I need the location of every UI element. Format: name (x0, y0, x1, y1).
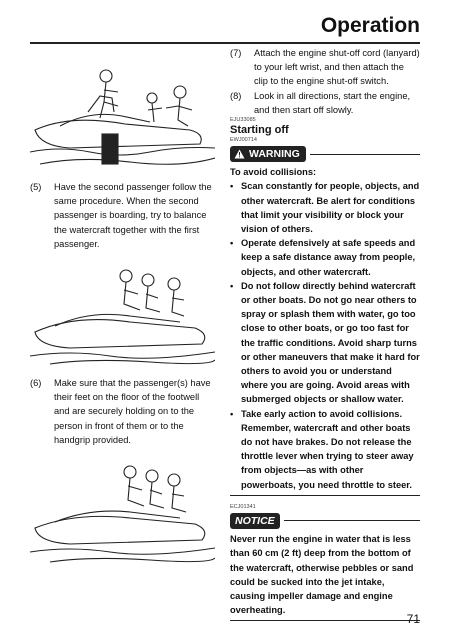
step-8-number: (8) (230, 90, 242, 101)
illustration-passengers (30, 262, 215, 367)
warning-bullet-text: Operate defensively at safe speeds and keep a safe distance away from people, objects, and other watercraft. (241, 238, 416, 277)
warning-badge (230, 146, 306, 162)
warning-bullet-text: Take early action to avoid collisions. Remember, watercraft and other boats do not have brakes. Do not release the throttle lever when trying to steer away from objects—as with other powerboats, you need throttle to steer. (241, 408, 414, 490)
warning-code: EWJ00714 (230, 137, 257, 144)
warning-bullet: • Operate defensively at safe speeds and keep a safe distance away from people, objects, and other watercraft. (230, 236, 420, 279)
notice-header (230, 513, 420, 529)
step-6-text: Make sure that the passenger(s) have their feet on the floor of the footwell and are securely holding on to the person in front of them or to the handgrip provided. (54, 378, 211, 445)
section-code: EJU33085 (230, 117, 256, 124)
notice-rule (284, 520, 420, 521)
notice-end-rule (230, 620, 420, 621)
warning-intro: To avoid collisions: (230, 167, 317, 178)
warning-triangle-icon (234, 149, 245, 159)
warning-bullet-text: Scan constantly for people, objects, and other watercraft. Be alert for conditions that limit your visibility or block your vision of others. (241, 181, 420, 235)
warning-label: WARNING (249, 148, 300, 161)
illustration-seated-riders (30, 462, 215, 567)
step-5-number: (5) (30, 182, 42, 192)
warning-bullet: • Do not follow directly behind watercraft or other boats. Do not go near others to spray or splash them with water, go too close to other boats, or go too fast for the traffic conditions. Avoid sharp turns or other maneuvers that make it hard for others to avoid you or understand where you are going. Avoid areas with submerged objects or shallow water. (230, 279, 420, 407)
step-8-text: Look in all directions, start the engine, and then start off slowly. (254, 90, 411, 115)
section-title: Starting off (230, 124, 289, 137)
header-rule (30, 42, 420, 44)
warning-rule (310, 154, 420, 155)
illustration-boarding (30, 52, 215, 170)
notice-text: Never run the engine in water that is less than 60 cm (2 ft) deep from the bottom of the watercraft, otherwise pebbles or sand could be sucked into the jet intake, causing impeller damage and engine overheating. (230, 534, 414, 616)
warning-bullet: • Scan constantly for people, objects, and other watercraft. Be alert for conditions that limit your visibility or block your vision of others. (230, 179, 420, 236)
notice-code: ECJ01341 (230, 503, 256, 510)
warning-bullet: • Take early action to avoid collisions. Remember, watercraft and other boats do not have brakes. Do not release the throttle lever when trying to steer away from objects—as with other powerboats, you need throttle to steer. (230, 407, 420, 492)
step-6-number: (6) (30, 378, 42, 388)
warning-header (230, 146, 420, 162)
warning-bullet-text: Do not follow directly behind watercraft or other boats. Do not go near others to spray or splash them with water, go too close to other boats, or go too fast for the traffic conditions. Avoid sharp turns or other maneuvers that make it hard for others to avoid you or understand where you are going. Avoid areas with submerged objects or shallow water. (241, 280, 420, 405)
notice-label: NOTICE (230, 513, 280, 529)
warning-end-rule (230, 495, 420, 496)
page-number: 71 (406, 612, 420, 626)
page-title: Operation (320, 14, 420, 37)
step-5-text: Have the second passenger follow the same procedure. When the second passenger is boarding, try to balance the watercraft together with the first passenger. (54, 182, 212, 249)
step-7-text: Attach the engine shut-off cord (lanyard) to your left wrist, and then attach the clip to the engine shut-off switch. (254, 48, 420, 87)
step-7-number: (7) (230, 48, 242, 58)
